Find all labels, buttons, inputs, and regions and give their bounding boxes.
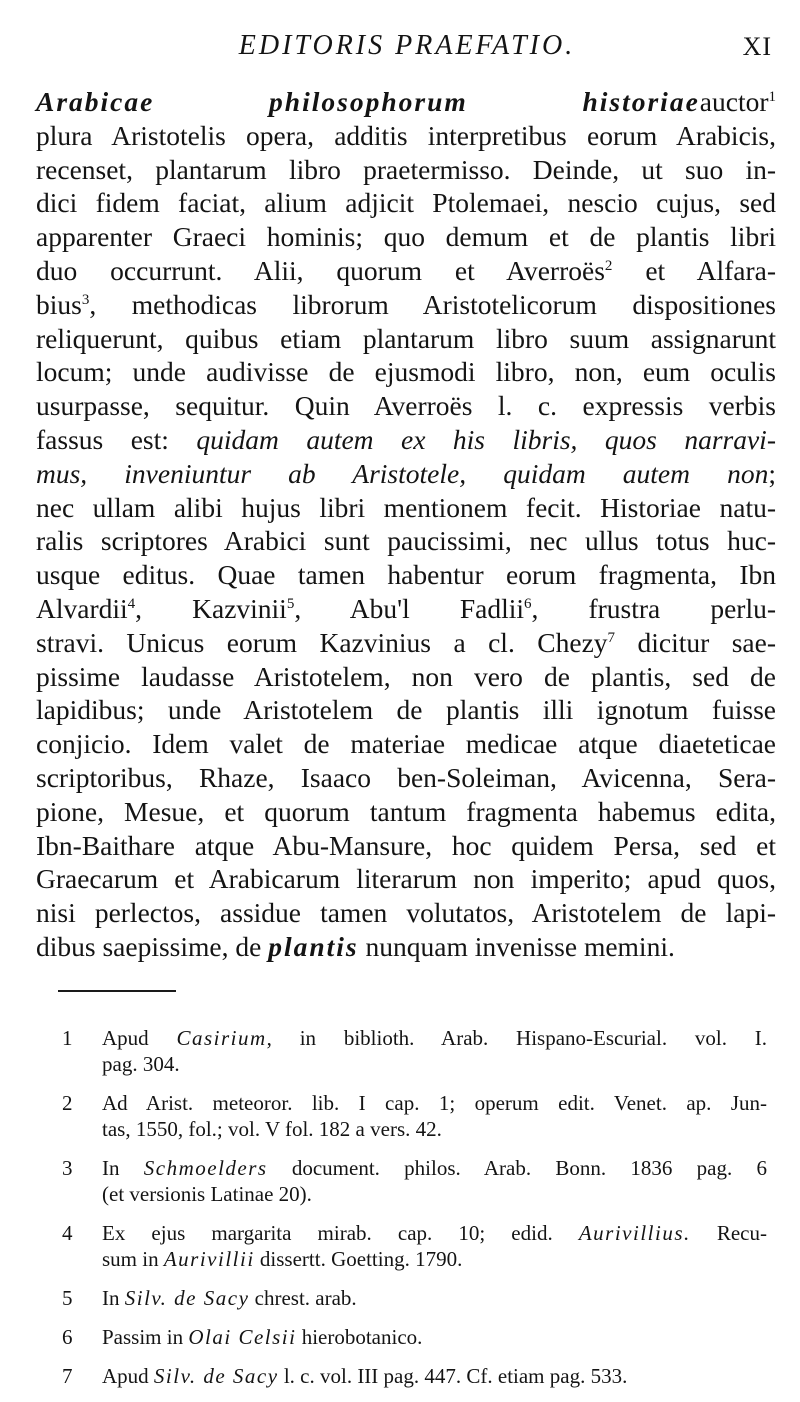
spaced-word: plantis [268,930,359,962]
text-line-7 [36,288,776,322]
text-span: sum in [102,1247,164,1271]
footnote-line: pag. 304. [102,1052,180,1076]
footnote-line [102,1025,767,1051]
text-span: document. philos. Arab. Bonn. 1836 pag. 6 [267,1156,767,1180]
text-span: Apud [102,1026,177,1050]
text-line-4: dici fidem faciat, alium adjicit Ptolemaei, nescio cujus, sed [36,187,776,219]
footnote-rule [58,990,176,992]
text-line-25: nisi perlectos, assidue tamen volutatos, Aristotelem de lapi- [36,897,776,929]
text-span: ; [768,457,776,489]
text-line-22: pione, Mesue, et quorum tantum fragmenta habemus edita, [36,795,776,827]
page-number: XI [742,32,772,61]
text-span: , methodicas librorum Aristotelicorum dispositiones [89,288,776,320]
text-span: dissertt. Goetting. 1790. [254,1247,463,1271]
footnote-line: Ad Arist. meteoror. lib. I cap. 1; operum edit. Venet. ap. Jun- [102,1091,767,1115]
footnote-number: 1 [62,1026,73,1050]
footnote-ref-1[interactable]: 1 [768,88,776,105]
text-span: , frustra perlu- [531,592,776,624]
text-span: dibus saepissime, de [36,930,269,962]
footnote-number: 7 [62,1364,73,1388]
footnote-ref-7[interactable]: 7 [607,629,616,646]
footnote-line [102,1363,767,1389]
text-span: dicitur sae- [615,626,776,658]
main-text [36,85,776,964]
text-span: chrest. arab. [249,1286,357,1310]
footnote-line [102,1246,767,1272]
text-span: auctor [699,86,769,117]
text-span: , Abu'l Fadlii [294,592,524,624]
text-line-17 [36,626,776,660]
text-span: Passim in [102,1325,189,1349]
footnote-2 [62,1090,767,1142]
text-span: In [102,1156,144,1180]
text-line-21: scriptoribus, Rhaze, Isaaco ben-Soleiman, Avicenna, Sera- [36,761,776,793]
author-name: Aurivillii [163,1247,255,1271]
footnote-1 [62,1025,767,1077]
author-name: Casirium [176,1026,267,1050]
text-line-14: ralis scriptores Arabici sunt paucissimi, nec ullus totus huc- [36,525,776,557]
author-name: Silv. de Sacy [124,1286,250,1310]
running-head [42,30,772,70]
text-line-26 [36,930,776,964]
footnote-line [102,1324,767,1350]
text-line-8: reliquerunt, quibus etiam plantarum libro suum assignarunt [36,322,776,354]
footnote-ref-5[interactable]: 5 [286,595,295,612]
text-line-11 [36,423,776,457]
footnote-ref-2[interactable]: 2 [604,257,613,274]
running-head-title: EDITORIS PRAEFATIO. [238,30,576,61]
text-line-9: locum; unde audivisse de ejusmodi libro, non, eum oculis [36,356,776,388]
text-span: stravi. Unicus eorum Kazvinius a cl. Chezy [36,626,608,658]
footnote-number: 6 [62,1325,73,1349]
footnote-line [102,1220,767,1246]
footnote-line [102,1155,767,1181]
footnote-ref-3[interactable]: 3 [81,291,90,308]
footnote-number: 2 [62,1091,73,1115]
footnote-ref-4[interactable]: 4 [127,595,136,612]
italic-quote: mus, inveniuntur ab Aristotele, quidam autem non [36,457,769,489]
text-span: duo occurrunt. Alii, quorum et Averroës [36,254,605,286]
text-span: Ex ejus margarita mirab. cap. 10; edid. [102,1221,579,1245]
text-span: Alvardii [36,592,128,624]
author-name: Olai Celsii [188,1325,297,1349]
footnote-number: 5 [62,1286,73,1310]
text-line-13: nec ullam alibi hujus libri mentionem fecit. Historiae natu- [36,491,776,523]
footnote-5 [62,1285,767,1311]
text-line-1 [36,85,776,119]
text-line-24: Graecarum et Arabicarum literarum non imperito; apud quos, [36,863,776,895]
text-line-5: apparenter Graeci hominis; quo demum et de plantis libri [36,221,776,253]
text-line-10: usurpasse, sequitur. Quin Averroës l. c. expressis verbis [36,390,776,422]
text-line-2: plura Aristotelis opera, additis interpretibus eorum Arabicis, [36,119,776,151]
text-line-12 [36,457,776,491]
text-span: In [102,1286,125,1310]
footnote-ref-6[interactable]: 6 [524,595,532,612]
text-line-16 [36,592,776,626]
text-line-3: recenset, plantarum libro praetermisso. Deinde, ut suo in- [36,153,776,185]
text-span: Apud [102,1364,154,1388]
footnote-line: tas, 1550, fol.; vol. V fol. 182 a vers. 42. [102,1117,442,1141]
text-line-15: usque editus. Quae tamen habentur eorum fragmenta, Ibn [36,559,776,591]
footnote-6 [62,1324,767,1350]
text-span: fassus est: [36,423,197,455]
text-line-20: conjicio. Idem valet de materiae medicae atque diaeteticae [36,728,776,760]
text-span: et Alfara- [612,254,776,286]
text-span: , Kazvinii [135,592,287,624]
text-line-23: Ibn-Baithare atque Abu-Mansure, hoc quidem Persa, sed et [36,829,776,861]
footnote-number: 4 [62,1221,73,1245]
text-line-18: pissime laudasse Aristotelem, non vero de plantis, sed de [36,660,776,692]
text-span: bius [36,288,82,320]
text-span: l. c. vol. III pag. 447. Cf. etiam pag. 533. [278,1364,628,1388]
footnote-line: (et versionis Latinae 20). [102,1182,312,1206]
footnote-4 [62,1220,767,1272]
footnote-line [102,1285,767,1311]
text-span: , in biblioth. Arab. Hispano-Escurial. vol. I. [266,1026,767,1050]
author-name: Aurivillius. [578,1221,691,1245]
footnote-3 [62,1155,767,1207]
book-title: Arabicae philosophorum historiae [36,86,700,117]
text-span: Recu- [690,1221,767,1245]
author-name: Schmoelders [143,1156,268,1180]
text-line-19: lapidibus; unde Aristotelem de plantis illi ignotum fuisse [36,694,776,726]
footnotes [62,1025,767,1402]
footnote-7 [62,1363,767,1389]
author-name: Silv. de Sacy [153,1364,279,1388]
text-line-6 [36,254,776,288]
italic-quote: quidam autem ex his libris, quos narravi- [196,423,776,455]
footnote-number: 3 [62,1156,73,1180]
text-span: nunquam invenisse memini. [358,930,675,962]
text-span: hierobotanico. [296,1325,423,1349]
